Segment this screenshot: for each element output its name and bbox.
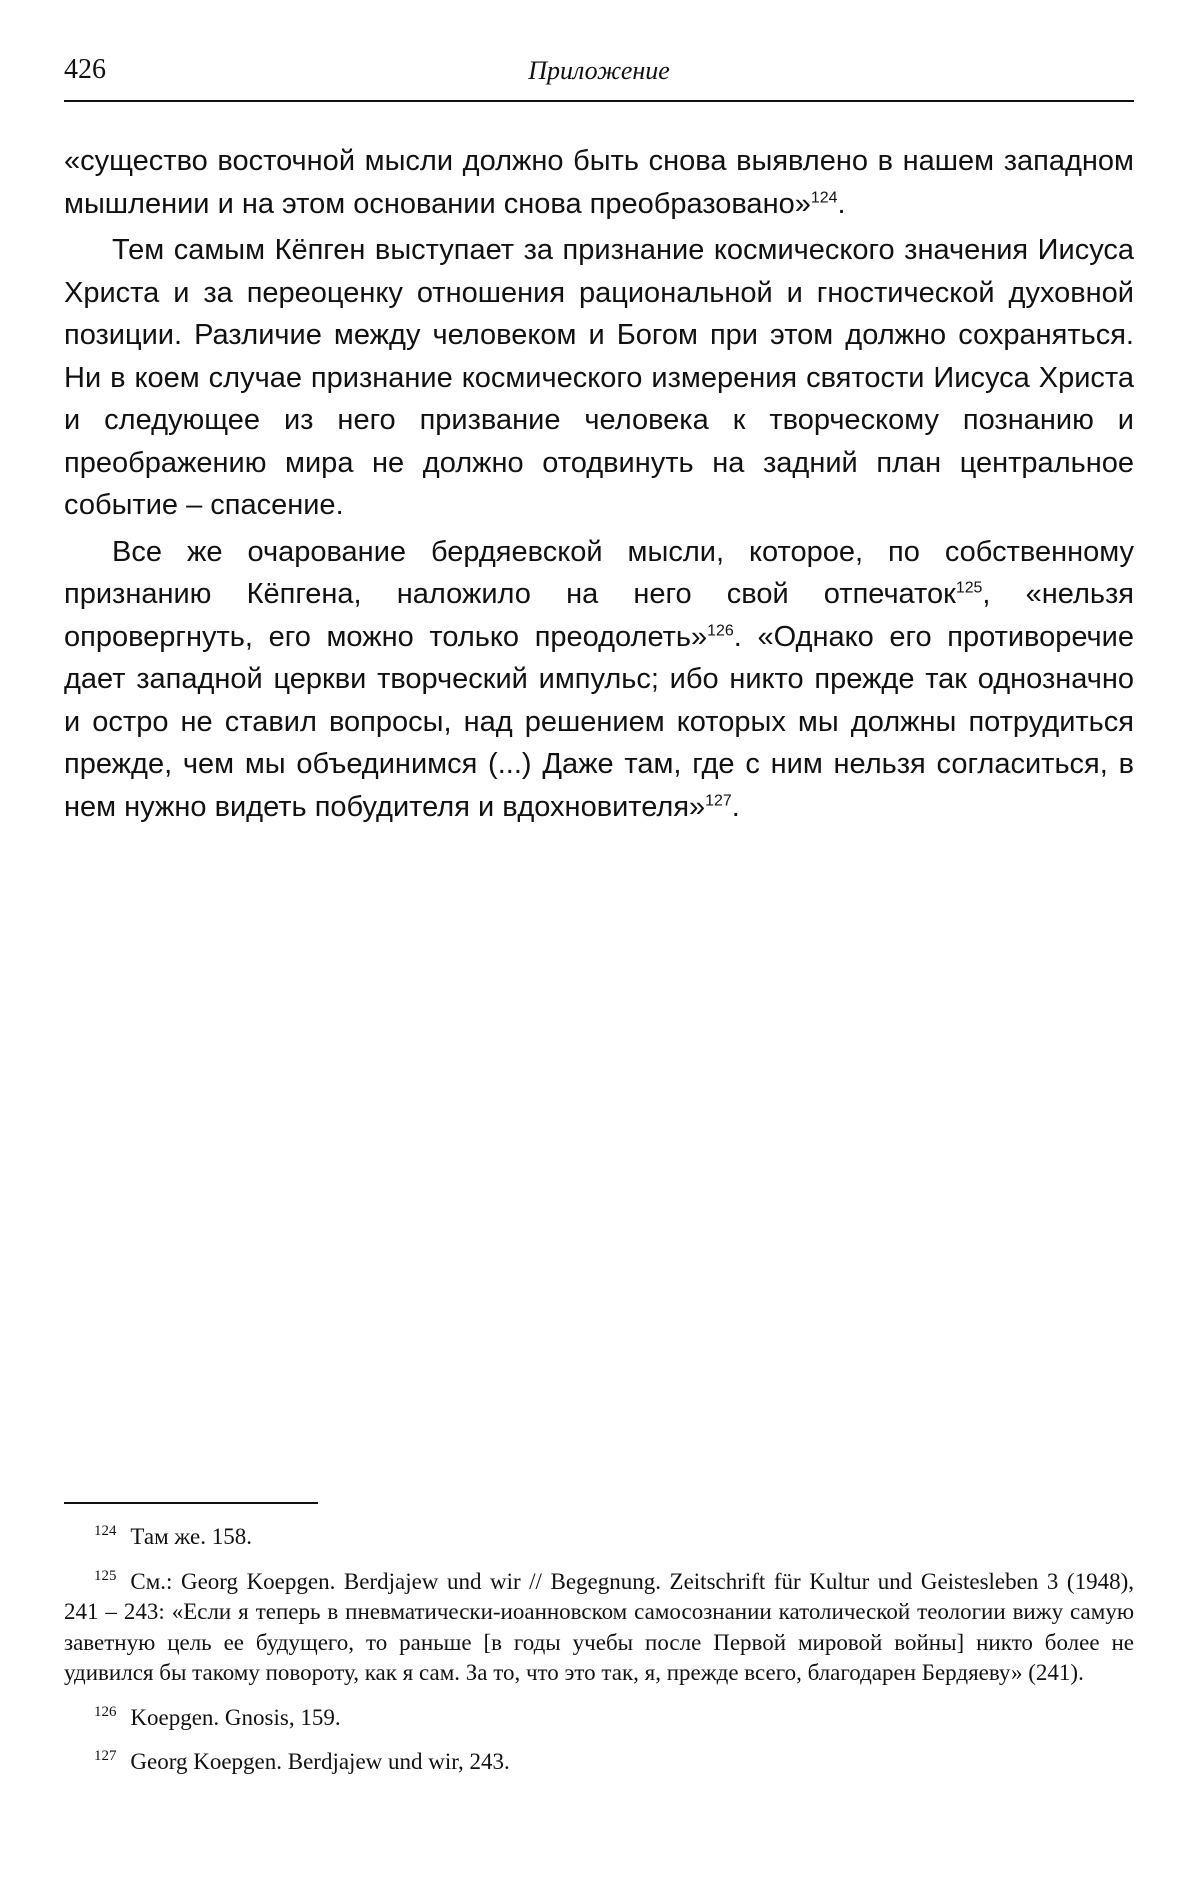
footnotes — [64, 1522, 1134, 1792]
footnote-number: 125 — [94, 1567, 117, 1584]
footnote-ref-126[interactable]: 126 — [707, 621, 734, 639]
main-text — [64, 140, 1134, 828]
paragraph-3 — [64, 531, 1134, 829]
page-number: 426 — [64, 54, 106, 85]
footnote-126 — [64, 1703, 1134, 1734]
footnote-number: 124 — [94, 1523, 117, 1540]
paragraph-3-part-4: . — [731, 790, 740, 823]
paragraph-1-end: . — [837, 187, 846, 220]
paragraph-1 — [64, 140, 1134, 225]
header-rule — [64, 100, 1134, 102]
running-title: Приложение — [528, 56, 670, 85]
paragraph-3-part-1: Все же очарование бердяевской мысли, которое, по собственному признанию Кёпгена, наложило на него свой отпечаток — [64, 535, 1134, 610]
footnote-number: 127 — [94, 1748, 117, 1765]
paragraph-3-part-3: . «Однако его противоречие дает западной церкви творческий импульс; ибо никто прежде так однозначно и остро не ставил вопросы, над решением которых мы должны потрудиться прежде, чем мы объединимся (...) Даже там, где с ним нельзя согласиться, в нем нужно видеть побудителя и вдохновителя» — [64, 620, 1134, 823]
paragraph-1-text: «существо восточной мысли должно быть снова выявлено в нашем западном мышлении и на этом основании снова преобразовано» — [64, 145, 1134, 220]
footnote-text: См.: Georg Koepgen. Berdjajew und wir // Begegnung. Zeitschrift für Kultur und Geistesleben 3 (1948), 241 – 243: «Если я теперь в пневматически-иоанновском самосознании католической теологии вижу самую заветную цель ее будущего, то раньше [в годы учебы после Первой мировой войны] никто более не удивился бы такому повороту, как я сам. За то, что это так, я, прежде всего, благодарен Бердяеву» (241). — [64, 1568, 1134, 1685]
paragraph-2: Тем самым Кёпген выступает за признание космического значения Иисуса Христа и за переоценку отношения рациональной и гностической духовной позиции. Различие между человеком и Богом при этом должно сохраняться. Ни в коем случае признание космического измерения святости Иисуса Христа и следующее из него призвание человека к творческому познанию и преображению мира не должно отодвинуть на задний план центральное событие – спасение. — [64, 234, 1134, 521]
footnote-text: Koepgen. Gnosis, 159. — [130, 1704, 341, 1730]
footnote-text: Там же. 158. — [130, 1524, 252, 1549]
footnote-ref-125[interactable]: 125 — [955, 579, 983, 597]
footnote-ref-127[interactable]: 127 — [705, 791, 732, 809]
running-head — [64, 54, 1134, 94]
footnote-125 — [64, 1567, 1134, 1689]
footnote-rule — [64, 1502, 318, 1504]
footnote-number: 126 — [94, 1703, 117, 1720]
footnote-text: Georg Koepgen. Berdjajew und wir, 243. — [130, 1749, 510, 1774]
footnote-124 — [64, 1522, 1134, 1553]
footnote-ref-124[interactable]: 124 — [810, 188, 838, 206]
footnote-127 — [64, 1747, 1134, 1778]
paragraph-3-part-2: , «нельзя опровергнуть, его можно только преодолеть» — [64, 578, 1134, 653]
